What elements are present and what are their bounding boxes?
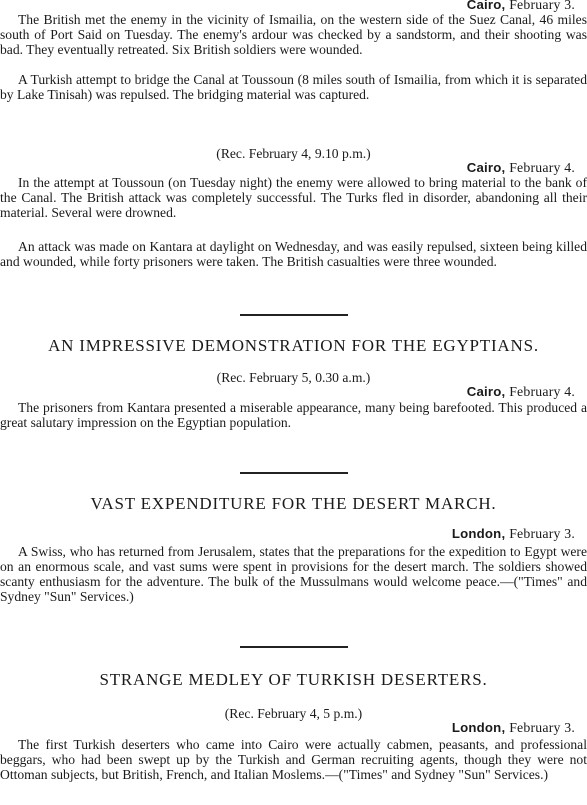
section-divider (240, 472, 348, 474)
headline: VAST EXPENDITURE FOR THE DESERT MARCH. (90, 494, 497, 513)
dateline-cairo-feb4 (467, 384, 575, 400)
article-paragraph: A Swiss, who has returned from Jerusalem, states that the preparations for the expedition to Egypt were on an enormous scale, and vast sums were spent in provisions for the desert march. The soldiers showed scanty enthusiasm for the adventure. The bulk of the Mussulmans would welcome peace.—("Times" and Sydney "Sun" Services.) (0, 544, 587, 604)
section-divider (240, 646, 348, 648)
dateline-city: London, (451, 526, 506, 541)
dateline-date: February 3. (509, 720, 575, 735)
dateline-cairo-feb4 (467, 160, 575, 176)
dateline-city: Cairo, (466, 0, 506, 12)
dateline-date: February 4. (509, 384, 575, 399)
received-timestamp: (Rec. February 5, 0.30 a.m.) (216, 370, 371, 385)
section-divider (240, 314, 348, 316)
headline: STRANGE MEDLEY OF TURKISH DESERTERS. (99, 670, 488, 689)
article-paragraph: The prisoners from Kantara presented a miserable appearance, many being barefooted. This produced a great salutary impression on the Egyptian population. (0, 400, 587, 430)
received-timestamp: (Rec. February 4, 9.10 p.m.) (216, 146, 371, 161)
dateline-city: Cairo, (466, 160, 506, 175)
dateline-london-feb3 (452, 526, 575, 542)
article-paragraph: An attack was made on Kantara at daylight on Wednesday, and was easily repulsed, sixteen being killed and wounded, while forty prisoners were taken. The British casualties were three wounded. (0, 239, 587, 269)
dateline-date: February 3. (509, 526, 575, 541)
article-paragraph: In the attempt at Toussoun (on Tuesday night) the enemy were allowed to bring material to the bank of the Canal. The British attack was completely successful. The Turks fled in disorder, abandoning all their material. Several were drowned. (0, 175, 587, 220)
dateline-london-feb3 (452, 720, 575, 736)
dateline-city: London, (451, 720, 506, 735)
article-paragraph: A Turkish attempt to bridge the Canal at Toussoun (8 miles south of Ismailia, from which it is separated by Lake Tinisah) was repulsed. The bridging material was captured. (0, 72, 587, 102)
dateline-city: Cairo, (466, 384, 506, 399)
article-paragraph: The first Turkish deserters who came into Cairo were actually cabmen, peasants, and professional beggars, who had been swept up by the Turkish and German recruiting agents, though they were not Ottoman subjects, but British, French, and Italian Moslems.—("Times" and Sydney "Sun" Services.) (0, 737, 587, 782)
article-paragraph: The British met the enemy in the vicinity of Ismailia, on the western side of the Suez Canal, 46 miles south of Port Said on Tuesday. The enemy's ardour was checked by a sandstorm, and their shooting was bad. They eventually retreated. Six British soldiers were wounded. (0, 12, 587, 57)
dateline-date: February 3. (509, 0, 575, 12)
headline: AN IMPRESSIVE DEMONSTRATION FOR THE EGYPTIANS. (48, 336, 539, 355)
dateline-date: February 4. (509, 160, 575, 175)
received-timestamp: (Rec. February 4, 5 p.m.) (224, 706, 363, 721)
